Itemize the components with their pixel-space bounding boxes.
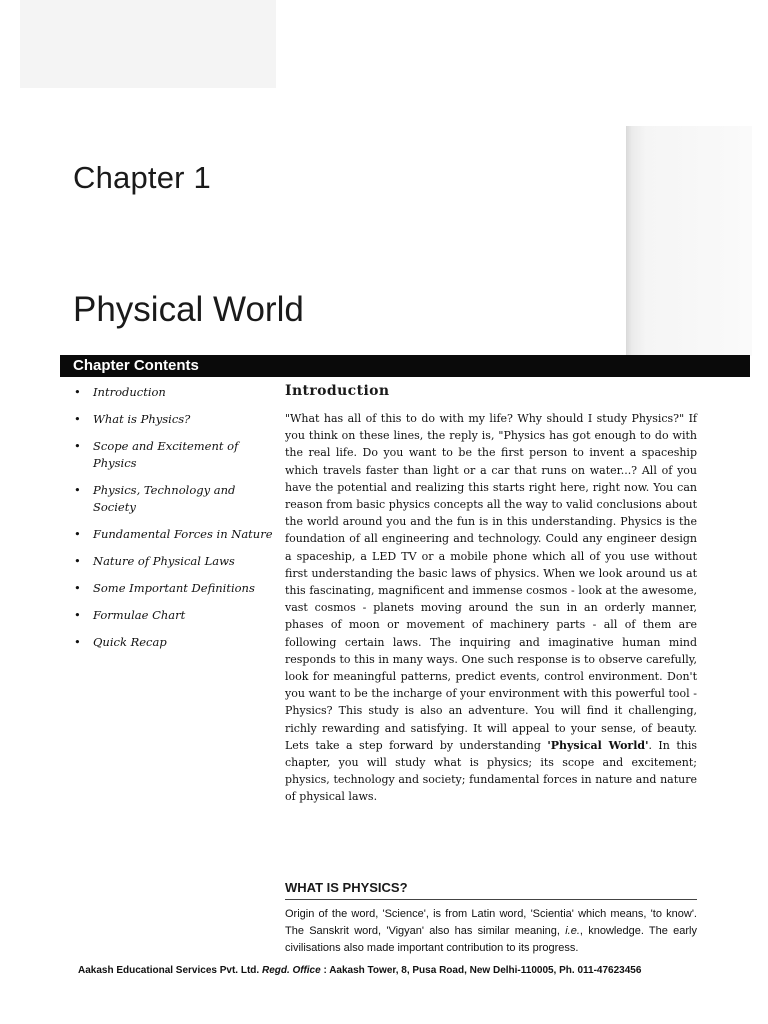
toc-item-important-definitions[interactable]: • Some Important Definitions (74, 580, 274, 597)
chapter-number: Chapter 1 (73, 160, 211, 195)
footer-address: : Aakash Tower, 8, Pusa Road, New Delhi-110005, Ph. 011-47623456 (323, 965, 642, 976)
chapter-contents-header: Chapter Contents (73, 357, 199, 374)
table-of-contents (74, 384, 274, 661)
footer-company: Aakash Educational Services Pvt. Ltd. (78, 965, 260, 976)
introduction-heading: Introduction (285, 383, 390, 399)
what-is-physics-paragraph (285, 906, 697, 957)
introduction-text-part-2: . In this chapter, you will study what is physics; its scope and excitement; physics, technology and society; fundamental forces in nature and nature of physical laws. (285, 738, 697, 804)
what-is-physics-heading: WHAT IS PHYSICS? (285, 880, 408, 895)
page-footer (78, 965, 718, 976)
chapter-side-panel (626, 126, 752, 356)
what-is-physics-text-part-2: , knowledge. The early civilisations also made important contribution to its progress. (285, 925, 697, 954)
toc-item-what-is-physics[interactable]: • What is Physics? (74, 411, 274, 428)
chapter-title: Physical World (73, 290, 304, 329)
introduction-paragraph (285, 410, 697, 806)
toc-item-nature-of-physical-laws[interactable]: • Nature of Physical Laws (74, 553, 274, 570)
top-margin-band (20, 0, 276, 88)
introduction-text-part-1: "What has all of this to do with my life? Why should I study Physics?" If you think on these lines, the reply is, "Physics has got enough to do with the real life. Do you want to be the first person to invent a spaceship which travels faster than light or a car that runs on water...? All of you have the potential and realizing this starts right here, right now. You can reason from basic physics concepts all the way to valid conclusions about the world around you and the fun is in this understanding. Physics is the foundation of all engineering and technology. Could any engineer design a spaceship, a LED TV or a mobile phone which all of you use without first understanding the basic laws of physics. When we look around us at this fascinating, magnificent and immense cosmos - look at the awesome, vast cosmos - planets moving around the sun in an orderly manner, phases of moon or movement of machinery parts - all of them are following certain laws. The inquiring and imaginative human mind responds to this in many ways. One such response is to observe carefully, look for meaningful patterns, predict events, control environment. Don't you want to be the incharge of your environment with this powerful tool - Physics? This study is also an adventure. You will find it challenging, richly rewarding and satisfying. It will appeal to your sense, of beauty. Lets take a step forward by understanding (285, 412, 697, 752)
toc-item-introduction[interactable]: • Introduction (74, 384, 274, 401)
what-is-physics-text-part-1: Origin of the word, 'Science', is from Latin word, 'Scientia' which means, 'to know'. The Sanskrit word, 'Vigyan' also has similar meaning, (285, 908, 697, 937)
toc-item-scope-and-excitement[interactable]: • Scope and Excitement of Physics (74, 438, 274, 472)
introduction-bold-term: 'Physical World' (547, 738, 649, 752)
toc-item-physics-technology-society[interactable]: • Physics, Technology and Society (74, 482, 274, 516)
toc-item-formulae-chart[interactable]: • Formulae Chart (74, 607, 274, 624)
what-is-physics-italic-term: i.e. (565, 925, 580, 937)
footer-office-label: Regd. Office (261, 965, 321, 976)
chapter-contents-bar (60, 355, 750, 377)
toc-item-quick-recap[interactable]: • Quick Recap (74, 634, 274, 651)
section-divider (285, 899, 697, 900)
toc-item-fundamental-forces[interactable]: • Fundamental Forces in Nature (74, 526, 274, 543)
